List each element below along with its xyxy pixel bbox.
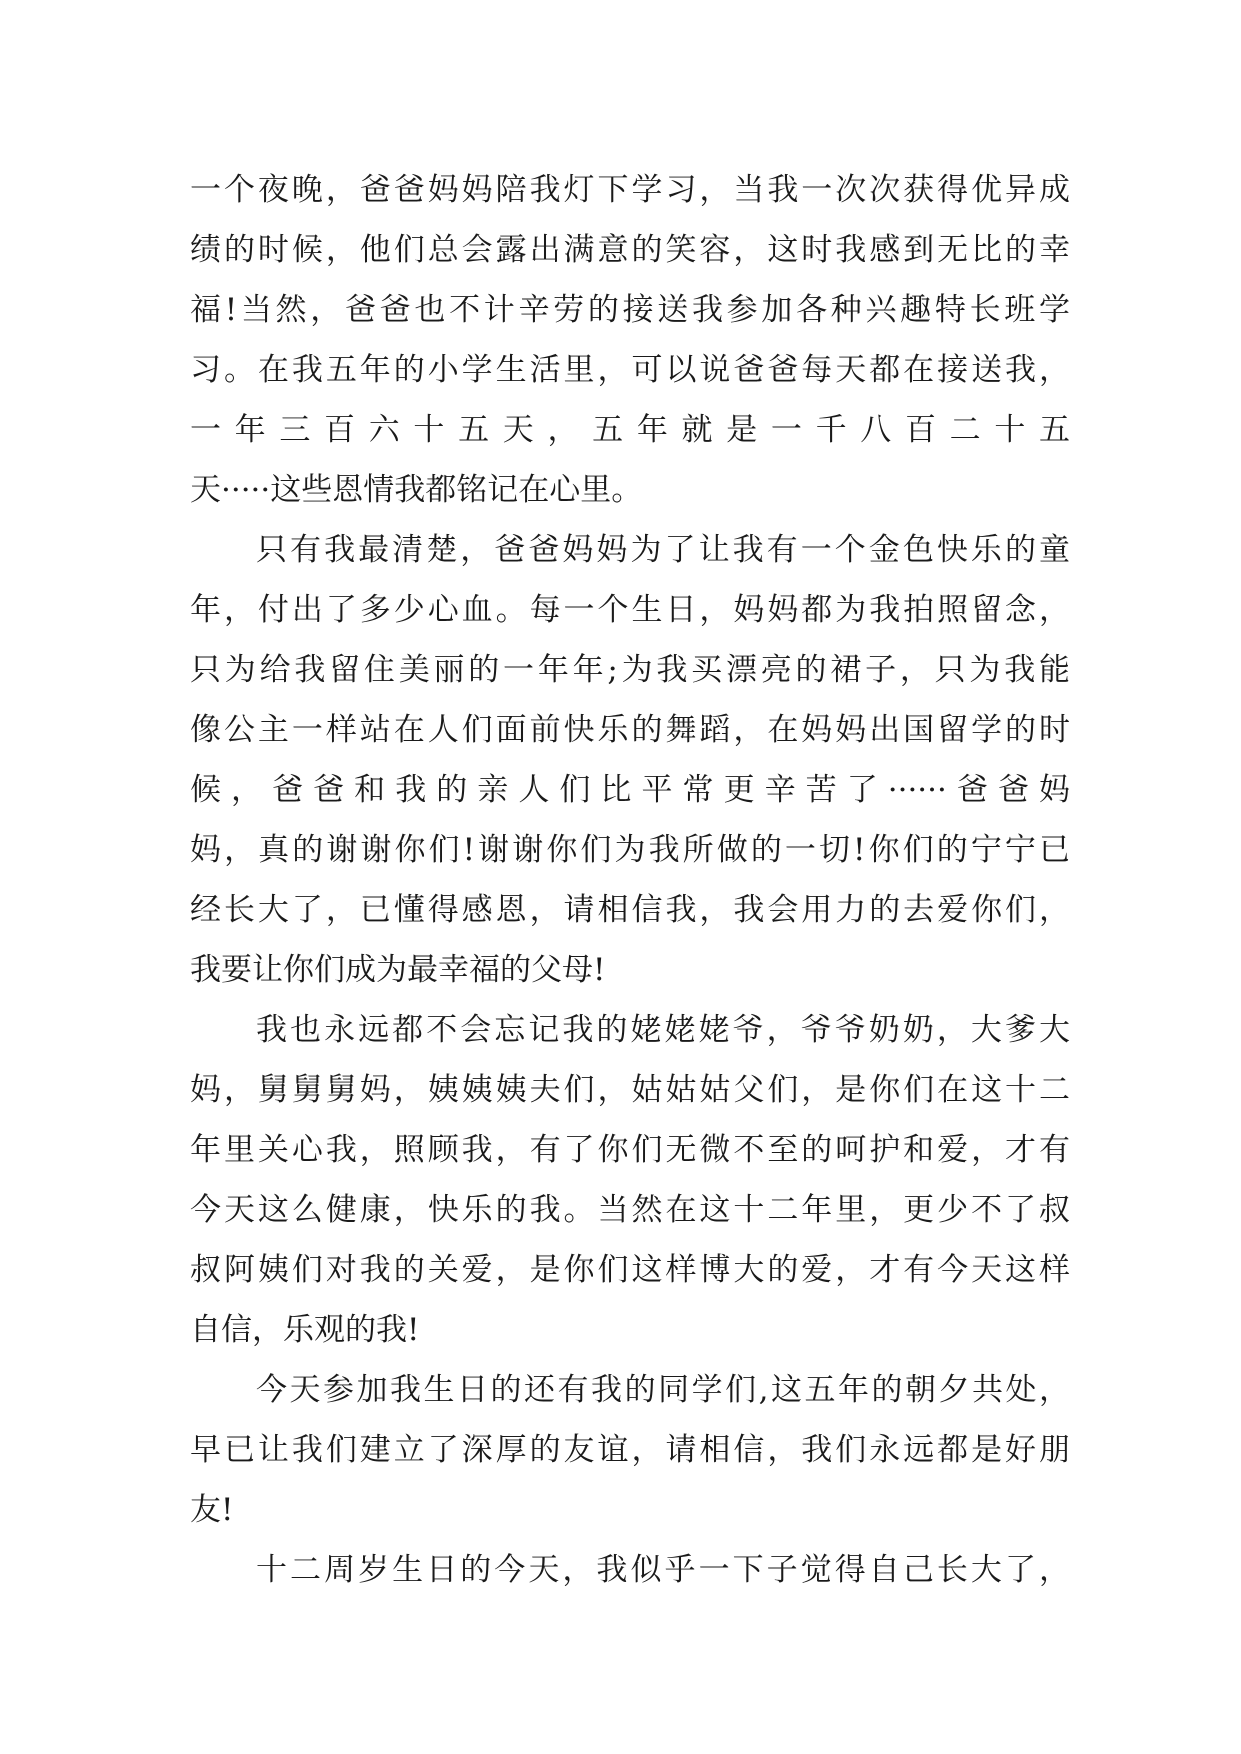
text-line: 妈，舅舅舅妈，姨姨姨夫们，姑姑姑父们，是你们在这十二 (190, 1072, 1070, 1108)
paragraph-first-line: 今天参加我生日的还有我的同学们,这五年的朝夕共处， (256, 1372, 1070, 1408)
text-line: 早已让我们建立了深厚的友谊，请相信，我们永远都是好朋 (190, 1432, 1070, 1468)
text-line: 妈，真的谢谢你们!谢谢你们为我所做的一切!你们的宁宁已 (190, 832, 1070, 868)
text-line: 自信，乐观的我! (190, 1312, 420, 1348)
body-text (190, 160, 1070, 1600)
text-line: 叔阿姨们对我的关爱，是你们这样博大的爱，才有今天这样 (190, 1252, 1070, 1288)
text-line: 友! (190, 1492, 234, 1528)
paragraph-first-line: 只有我最清楚，爸爸妈妈为了让我有一个金色快乐的童 (256, 532, 1070, 568)
paragraph-first-line: 我也永远都不会忘记我的姥姥姥爷，爷爷奶奶，大爹大 (256, 1012, 1070, 1048)
text-line: 绩的时候，他们总会露出满意的笑容，这时我感到无比的幸 (190, 232, 1070, 268)
text-line: 今天这么健康，快乐的我。当然在这十二年里，更少不了叔 (190, 1192, 1070, 1228)
text-line: 候，爸爸和我的亲人们比平常更辛苦了······爸爸妈 (190, 772, 1070, 808)
text-line: 我要让你们成为最幸福的父母! (190, 952, 606, 988)
paragraph-first-line: 十二周岁生日的今天，我似乎一下子觉得自己长大了， (256, 1552, 1070, 1588)
text-line: 年里关心我，照顾我，有了你们无微不至的呵护和爱，才有 (190, 1132, 1070, 1168)
text-line: 只为给我留住美丽的一年年;为我买漂亮的裙子，只为我能 (190, 652, 1070, 688)
text-line: 像公主一样站在人们面前快乐的舞蹈，在妈妈出国留学的时 (190, 712, 1070, 748)
text-line: 经长大了，已懂得感恩，请相信我，我会用力的去爱你们， (190, 892, 1070, 928)
text-line: 一年三百六十五天，五年就是一千八百二十五 (190, 412, 1070, 448)
text-line: 福!当然，爸爸也不计辛劳的接送我参加各种兴趣特长班学 (190, 292, 1070, 328)
text-line: 一个夜晚，爸爸妈妈陪我灯下学习，当我一次次获得优异成 (190, 172, 1070, 208)
text-line: 习。在我五年的小学生活里，可以说爸爸每天都在接送我， (190, 352, 1070, 388)
text-line: 天·····这些恩情我都铭记在心里。 (190, 472, 643, 508)
text-line: 年，付出了多少心血。每一个生日，妈妈都为我拍照留念， (190, 592, 1070, 628)
